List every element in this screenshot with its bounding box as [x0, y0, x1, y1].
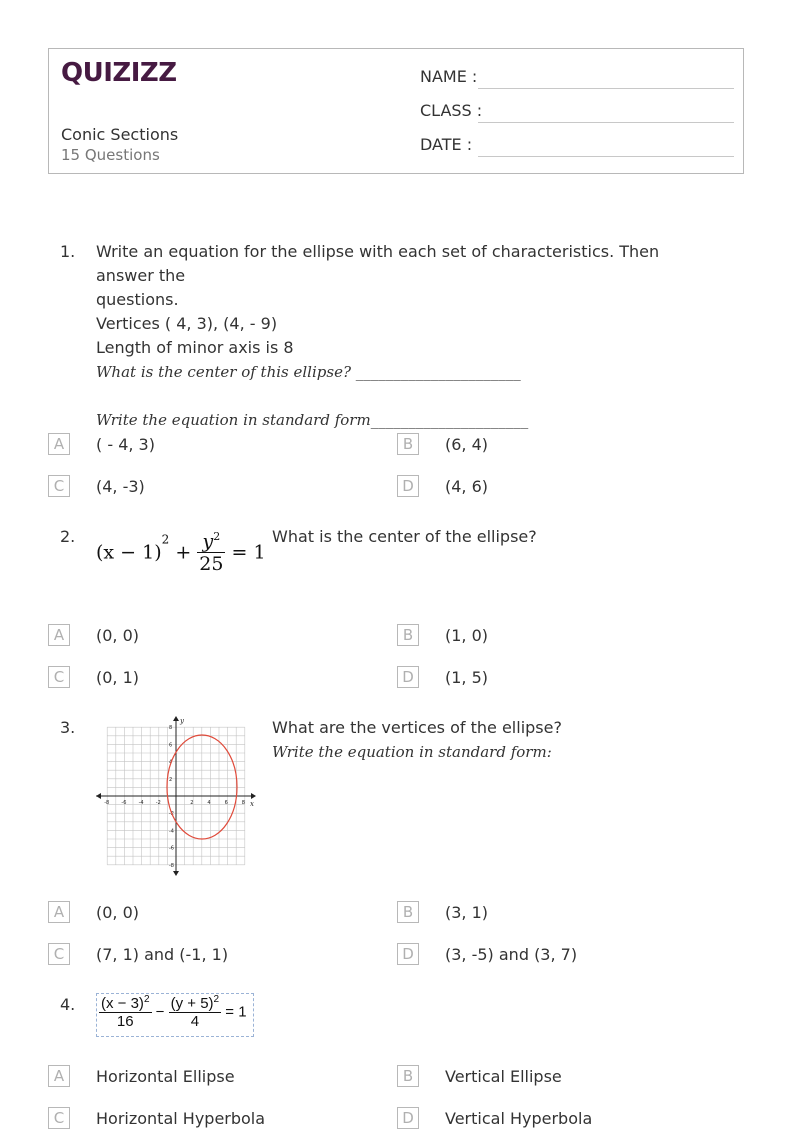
x-axis-arrow-right [251, 793, 256, 799]
option-a-text[interactable]: (0, 0) [96, 903, 140, 922]
option-c-box[interactable]: C [48, 666, 70, 688]
question-2-text: What is the center of the ellipse? [272, 527, 537, 546]
x-tick-labels [104, 800, 245, 806]
option-c-text[interactable]: (7, 1) and (-1, 1) [96, 945, 229, 964]
y-tick-label: -2 [169, 811, 174, 818]
class-field[interactable] [420, 101, 734, 125]
option-b-text[interactable]: (3, 1) [445, 903, 489, 922]
y-tick-label: 8 [169, 725, 173, 732]
option-b-box[interactable]: B [397, 901, 419, 923]
y-tick-label: 6 [169, 742, 173, 749]
x-tick-label: 2 [190, 800, 194, 806]
eq-rhs: = 1 [231, 541, 266, 564]
eq-fraction-2-num [169, 994, 222, 1013]
y-tick-label: -8 [169, 862, 174, 869]
y-tick-labels [169, 725, 174, 869]
question-3-number: 3. [60, 718, 76, 737]
eq-fraction-num [197, 530, 225, 553]
eq-exp1: 2 [143, 994, 150, 1005]
option-c-box[interactable]: C [48, 943, 70, 965]
eq-num2: (y + 5) [170, 995, 214, 1012]
question-1-text [96, 240, 706, 432]
option-d-text[interactable]: (1, 5) [445, 668, 489, 687]
eq-num1: (x − 3) [101, 995, 144, 1012]
eq-fraction-1 [99, 994, 152, 1030]
eq-left: (x − 1) [96, 541, 162, 564]
x-tick-label: -6 [121, 800, 127, 806]
y-tick-label: -4 [169, 828, 174, 835]
option-d-text[interactable]: (4, 6) [445, 477, 489, 496]
hyperbola-equation-image [96, 993, 254, 1037]
eq-fraction-1-num [99, 994, 152, 1013]
eq-fraction [197, 530, 225, 575]
option-a-box[interactable]: A [48, 624, 70, 646]
ellipse-graph [96, 716, 258, 876]
eq-plus: + [175, 541, 192, 564]
x-tick-label: -2 [155, 800, 161, 806]
x-tick-label: 4 [207, 800, 211, 806]
worksheet-header [48, 48, 744, 174]
class-label: CLASS : [420, 101, 483, 120]
x-tick-label: 8 [241, 800, 245, 806]
option-a-text[interactable]: Horizontal Ellipse [96, 1067, 235, 1086]
date-line [478, 156, 734, 157]
question-3-text [272, 716, 562, 764]
option-a-text[interactable]: (0, 0) [96, 626, 140, 645]
option-a-text[interactable]: ( - 4, 3) [96, 435, 155, 454]
question-1-number: 1. [60, 242, 76, 261]
eq-rhs: = 1 [225, 1003, 247, 1021]
option-a-box[interactable]: A [48, 1065, 70, 1087]
option-c-box[interactable]: C [48, 1107, 70, 1129]
blank-line [96, 384, 706, 408]
option-d-box[interactable]: D [397, 475, 419, 497]
y-axis-label: y [180, 717, 184, 725]
eq-exp2: 2 [213, 994, 220, 1005]
x-axis-label: x [250, 800, 254, 808]
option-c-box[interactable]: C [48, 475, 70, 497]
y-axis-arrow-up [173, 716, 179, 721]
option-c-text[interactable]: (0, 1) [96, 668, 140, 687]
question-3-line: Write the equation in standard form: [272, 743, 552, 761]
option-d-box[interactable]: D [397, 666, 419, 688]
question-count: 15 Questions [61, 146, 160, 164]
eq-den1: 16 [116, 1013, 134, 1030]
y-axis-arrow-down [173, 871, 179, 876]
y-tick-label: 2 [169, 776, 173, 783]
eq-num-exp: 2 [213, 530, 221, 543]
class-line [478, 122, 734, 123]
y-tick-label: 4 [169, 759, 173, 766]
x-tick-label: -4 [138, 800, 144, 806]
eq-num: y [202, 530, 214, 553]
worksheet-title: Conic Sections [61, 125, 179, 144]
option-b-text[interactable]: (6, 4) [445, 435, 489, 454]
option-d-text[interactable]: (3, -5) and (3, 7) [445, 945, 578, 964]
date-label: DATE : [420, 135, 473, 154]
name-field[interactable] [420, 67, 734, 91]
question-1-line: Write the equation in standard form_____________________ [96, 411, 529, 429]
option-b-text[interactable]: (1, 0) [445, 626, 489, 645]
option-d-box[interactable]: D [397, 943, 419, 965]
question-1-line: Length of minor axis is 8 [96, 338, 294, 357]
question-1-line: What is the center of this ellipse? ______________________ [96, 363, 521, 381]
ellipse-equation-image [96, 530, 266, 575]
quizizz-logo: QUIZIZZ [61, 58, 177, 88]
option-d-box[interactable]: D [397, 1107, 419, 1129]
name-label: NAME : [420, 67, 478, 86]
eq-den2: 4 [190, 1013, 200, 1030]
eq-den: 25 [199, 553, 224, 576]
option-b-text[interactable]: Vertical Ellipse [445, 1067, 562, 1086]
question-4-number: 4. [60, 995, 76, 1014]
eq-fraction-2 [169, 994, 222, 1030]
x-tick-label: 6 [224, 800, 228, 806]
option-c-text[interactable]: (4, -3) [96, 477, 145, 496]
question-1-line: Write an equation for the ellipse with each set of characteristics. Then answer the [96, 242, 660, 285]
name-line [478, 88, 734, 89]
question-3-line: What are the vertices of the ellipse? [272, 718, 562, 737]
option-b-box[interactable]: B [397, 1065, 419, 1087]
option-a-box[interactable]: A [48, 433, 70, 455]
y-tick-label: -6 [169, 845, 174, 852]
date-field[interactable] [420, 135, 734, 159]
question-1-line: questions. [96, 290, 179, 309]
x-axis-arrow-left [96, 793, 101, 799]
x-tick-label: -8 [104, 800, 110, 806]
option-b-box[interactable]: B [397, 433, 419, 455]
option-c-text[interactable]: Horizontal Hyperbola [96, 1109, 266, 1128]
question-1-line: Vertices ( 4, 3), (4, - 9) [96, 314, 278, 333]
option-a-box[interactable]: A [48, 901, 70, 923]
question-2-number: 2. [60, 527, 76, 546]
eq-minus: − [155, 1003, 165, 1021]
eq-exp: 2 [161, 532, 170, 547]
option-d-text[interactable]: Vertical Hyperbola [445, 1109, 593, 1128]
option-b-box[interactable]: B [397, 624, 419, 646]
